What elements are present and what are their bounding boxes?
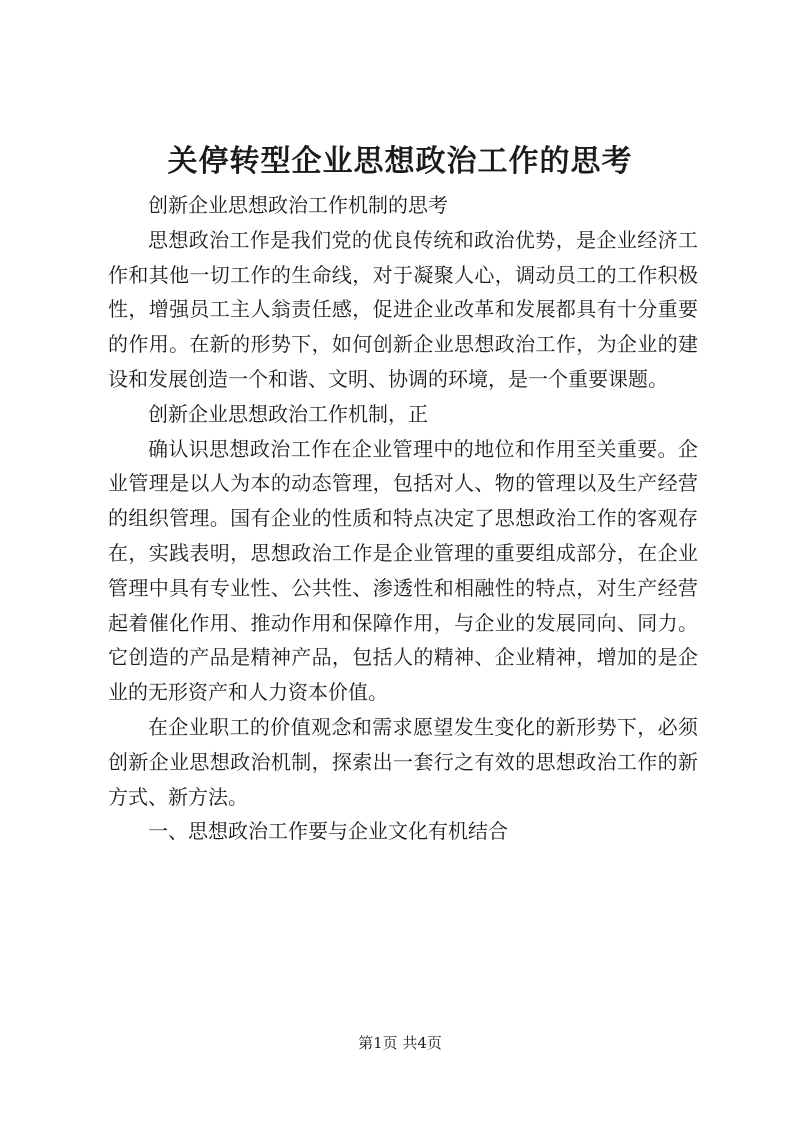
paragraph-management: 确认识思想政治工作在企业管理中的地位和作用至关重要。企业管理是以人为本的动态管理，包括对人、物的管理以及生产经营的组织管理。国有企业的性质和特点决定了思想政治工作的客观存在，实践表明，思想政治工作是企业管理的重要组成部分，在企业管理中具有专业性、公共性、渗透性和相融性的特点，对生产经营起着催化作用、推动作用和保障作用，与企业的发展同向、同力。它创造的产品是精神产品，包括人的精神、企业精神，增加的是企业的无形资产和人力资本价值。	[108, 436, 698, 705]
paragraph-subtitle: 创新企业思想政治工作机制的思考	[148, 193, 448, 217]
paragraph-section-one: 一、思想政治工作要与企业文化有机结合	[148, 819, 508, 844]
paragraph-new-situation: 在企业职工的价值观念和需求愿望发生变化的新形势下，必须创新企业思想政治机制，探索出一套行之有效的思想政治工作的新方式、新方法。	[108, 714, 698, 809]
document-body	[108, 188, 698, 849]
page-footer: 第1页 共4页	[358, 1034, 442, 1052]
paragraph-intro: 思想政治工作是我们党的优良传统和政治优势，是企业经济工作和其他一切工作的生命线，对于凝聚人心，调动员工的工作积极性，增强员工主人翁责任感，促进企业改革和发展都具有十分重要的作用。在新的形势下，如何创新企业思想政治工作，为企业的建设和发展创造一个和谐、文明、协调的环境，是一个重要课题。	[108, 227, 698, 391]
paragraph-heading-mechanism: 创新企业思想政治工作机制，正	[148, 401, 428, 426]
document-title: 关停转型企业思想政治工作的思考	[167, 144, 633, 179]
